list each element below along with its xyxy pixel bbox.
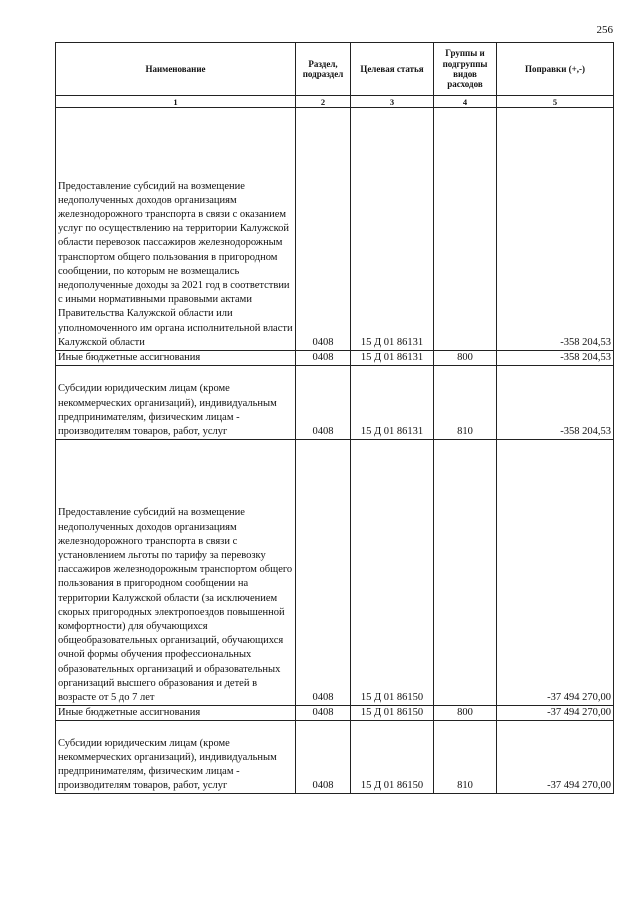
row-name: Предоставление субсидий на возмещение недополученных доходов организациям железнодорожного транспорта в связи с оказанием услуг по осуществлению на территории Калужской области перевозок пассажиров железнодорожным транспортом общего пользования в пригородном сообщении, по которым не возмещались недополученные доходы за 2021 год в соответствии с иными нормативными правовыми актами Правительства Калужской области или уполномоченного им органа исполнительной власти Калужской области: [56, 108, 296, 351]
table-row: [56, 366, 614, 440]
row-expense-group: 800: [434, 351, 497, 366]
header-section: Раздел, подраздел: [296, 43, 351, 96]
header-expense-group: Группы и подгруппы видов расходов: [434, 43, 497, 96]
row-section: 0408: [296, 366, 351, 440]
row-target-article: 15 Д 01 86150: [351, 706, 434, 721]
row-amount: -37 494 270,00: [497, 440, 614, 706]
row-name: Иные бюджетные ассигнования: [56, 351, 296, 366]
row-target-article: 15 Д 01 86131: [351, 108, 434, 351]
row-target-article: 15 Д 01 86150: [351, 721, 434, 794]
row-expense-group: [434, 108, 497, 351]
table-header-row: [56, 43, 614, 96]
table-row: [56, 108, 614, 351]
row-amount: -358 204,53: [497, 366, 614, 440]
column-number: 5: [497, 96, 614, 108]
column-number: 3: [351, 96, 434, 108]
header-target-article: Целевая статья: [351, 43, 434, 96]
row-expense-group: [434, 440, 497, 706]
row-name: Субсидии юридическим лицам (кроме некоммерческих организаций), индивидуальным предпринимателям, физическим лицам - производителям товаров, работ, услуг: [56, 721, 296, 794]
table-row: [56, 706, 614, 721]
column-number-row: [56, 96, 614, 108]
row-section: 0408: [296, 351, 351, 366]
column-number: 4: [434, 96, 497, 108]
row-amount: -358 204,53: [497, 108, 614, 351]
row-section: 0408: [296, 721, 351, 794]
row-target-article: 15 Д 01 86150: [351, 440, 434, 706]
row-target-article: 15 Д 01 86131: [351, 351, 434, 366]
row-target-article: 15 Д 01 86131: [351, 366, 434, 440]
row-amount: -37 494 270,00: [497, 721, 614, 794]
row-name: Иные бюджетные ассигнования: [56, 706, 296, 721]
column-number: 1: [56, 96, 296, 108]
row-amount: -37 494 270,00: [497, 706, 614, 721]
row-expense-group: 810: [434, 366, 497, 440]
table-row: [56, 351, 614, 366]
row-name: Предоставление субсидий на возмещение недополученных доходов организациям железнодорожного транспорта в связи с установлением льготы по тарифу за перевозку пассажиров железнодорожным транспортом общего пользования в пригородном сообщении на территории Калужской области (за исключением скорых пригородных электропоездов повышенной комфортности) для обучающихся общеобразовательных организаций, обучающихся очной формы обучения профессиональных образовательных организаций и образовательных организаций высшего образования и детей в возрасте от 5 до 7 лет: [56, 440, 296, 706]
budget-amendments-table: [55, 42, 614, 794]
row-section: 0408: [296, 440, 351, 706]
header-amendments: Поправки (+,-): [497, 43, 614, 96]
table-row: [56, 440, 614, 706]
column-number: 2: [296, 96, 351, 108]
page-number: 256: [596, 24, 613, 36]
row-section: 0408: [296, 706, 351, 721]
header-name: Наименование: [56, 43, 296, 96]
row-section: 0408: [296, 108, 351, 351]
row-name: Субсидии юридическим лицам (кроме некоммерческих организаций), индивидуальным предпринимателям, физическим лицам - производителям товаров, работ, услуг: [56, 366, 296, 440]
row-expense-group: 810: [434, 721, 497, 794]
table-row: [56, 721, 614, 794]
row-amount: -358 204,53: [497, 351, 614, 366]
row-expense-group: 800: [434, 706, 497, 721]
